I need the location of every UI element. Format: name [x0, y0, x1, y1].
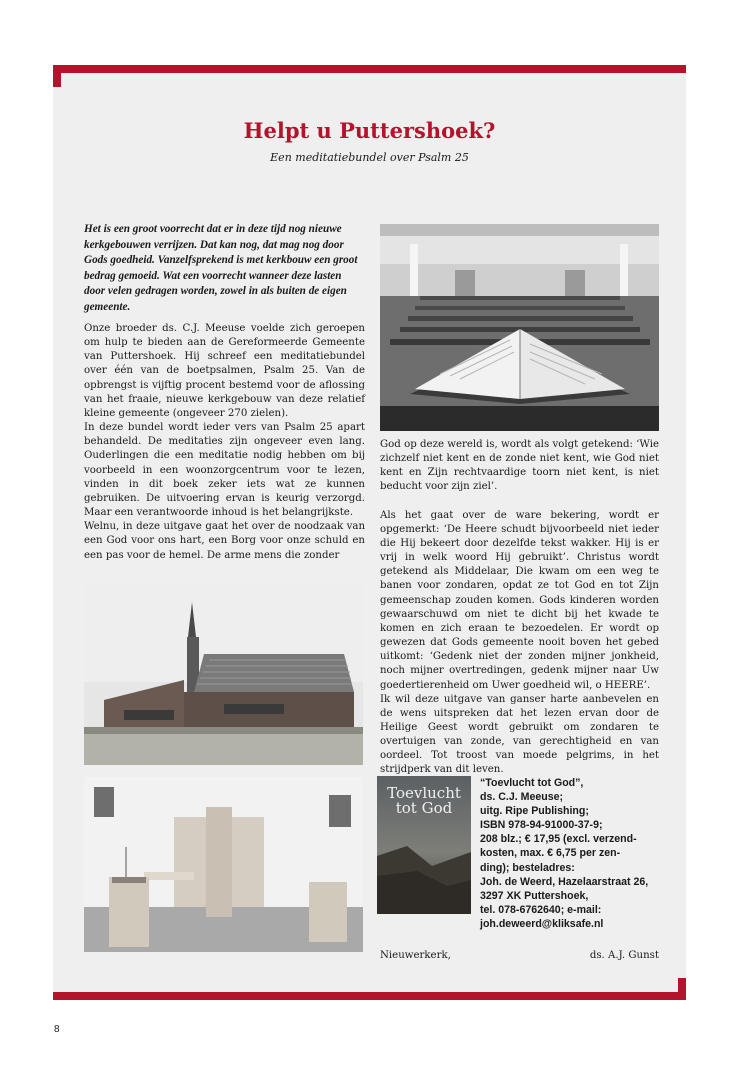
book-info-line: tel. 078-6762640; e-mail:: [480, 903, 602, 916]
page-title: Helpt u Puttershoek?: [243, 118, 496, 143]
left-column-text: [84, 322, 365, 563]
left-paragraph-1: Onze broeder ds. C.J. Meeuse voelde zich geroepen om hulp te bieden aan de Gereformeerde Gemeente van Puttershoek. Hij schreef een meditatiebundel over één van de boetpsalmen, Psalm 25. Van de opbrengst is vijftig procent bestemd voor de aflossing van het fraaie, nieuwe kerkgebouw van deze relatief kleine gemeente (ongeveer 270 zielen).: [84, 323, 365, 419]
left-paragraph-2: In deze bundel wordt ieder vers van Psalm 25 apart behandeld. De meditaties zijn ongeveer even lang. Ouderlingen die een meditatie nodig hebben om bij voorbeeld in een woonzorgcentrum voor te lezen, vinden in dit boek zeker iets wat ze kunnen gebruiken. De uitvoering ervan is keurig verzorgd. Maar een verantwoorde inhoud is het belangrijkste.: [84, 422, 365, 519]
signature-place: Nieuwerkerk,: [380, 950, 451, 961]
book-cover-title-line-1: Toevlucht: [387, 784, 461, 802]
book-cover: [377, 776, 471, 914]
page-number: 8: [54, 1024, 60, 1035]
top-border-bar: [53, 65, 686, 73]
book-info-line: ds. C.J. Meeuse;: [480, 791, 564, 804]
photo-church-exterior-art: [84, 582, 363, 765]
photo-church-interior-bible: [380, 224, 659, 431]
book-info-line: 208 blz.; € 17,95 (excl. verzend-: [480, 833, 637, 846]
top-corner-mark: [53, 65, 61, 87]
book-info-line: 3297 XK Puttershoek,: [480, 889, 589, 902]
signature-author: ds. A.J. Gunst: [589, 950, 659, 961]
photo-church-exterior: [84, 582, 363, 765]
right-paragraph-2: Als het gaat over de ware bekering, wordt er opgemerkt: ‘De Heere schudt bijvoorbeeld niet ieder die Hij bekeert door dezelfde tekst wakker. Hij is er vrij in welk woord Hij gebruikt’. Christus wordt getekend als Middelaar, Die kwam om een weg te banen voor zondaren, opdat ze tot God en tot Zijn gemeenschap zouden komen. Gods kinderen worden gewaarschuwd om niet te dicht bij het kwade te komen en zich eraan te bezoedelen. Er wordt op gewezen dat Gods gemeente nooit boven het gebed uitkomt: ‘Gedenk niet der zonden mijner jonkheid, noch mijner overtredingen, gedenk mijner naar Uw goedertierenheid om Uwer goedheid wil, o HEERE’.: [380, 509, 659, 691]
lead-paragraph: Het is een groot voorrecht dat er in deze tijd nog nieuwe kerkgebouwen verrijzen. Dat kan nog, dat mag nog door Gods goedheid. Vanzelfsprekend is met kerkbouw een groot bedrag gemoeid. Wat een voorrecht wanneer deze lasten door velen gedragen worden, zowel in als buiten de eigen gemeente.: [84, 223, 358, 313]
book-info: [480, 776, 660, 931]
book-info-line: Joh. de Weerd, Hazelaarstraat 26,: [480, 875, 649, 888]
right-paragraph-3: Ik wil deze uitgave van ganser harte aanbevelen en de wens uitspreken dat het lezen ervan door de Heilige Geest wordt gebruikt om zondaren te overtuigen van zonde, van gerechtigheid en van oordeel. Tot troost van moede pelgrims, in het strijdperk van dit leven.: [380, 693, 659, 776]
bottom-corner-mark: [678, 978, 686, 1000]
bottom-border-bar: [53, 992, 686, 1000]
book-cover-title-line-2: tot God: [395, 799, 453, 817]
right-column-text: [380, 438, 659, 778]
book-info-line: kosten, max. € 6,75 per zen-: [480, 847, 621, 860]
book-info-line: “Toevlucht tot God”,: [480, 777, 584, 789]
right-paragraph-1: God op deze wereld is, wordt als volgt getekend: ‘Wie zichzelf niet kent en de zonde niet kent, wie God niet kent en Zijn rechtvaardige toorn niet kent, is niet beducht voor zijn ziel’.: [380, 439, 659, 493]
book-info-email: joh.deweerd@kliksafe.nl: [480, 917, 604, 930]
left-paragraph-3: Welnu, in deze uitgave gaat het over de noodzaak van een God voor ons hart, een Borg voor onze schuld en een pas voor de hemel. De arme mens die zonder: [84, 521, 365, 561]
book-info-line: ISBN 978-94-91000-37-9;: [480, 819, 603, 832]
photo-church-pulpit: [84, 777, 363, 952]
photo-church-pulpit-art: [84, 777, 363, 952]
page-subtitle: Een meditatiebundel over Psalm 25: [270, 151, 469, 164]
photo-church-interior-bible-art: [380, 224, 659, 431]
book-info-line: ding); besteladres:: [480, 861, 575, 874]
book-info-line: uitg. Ripe Publishing;: [480, 805, 589, 818]
